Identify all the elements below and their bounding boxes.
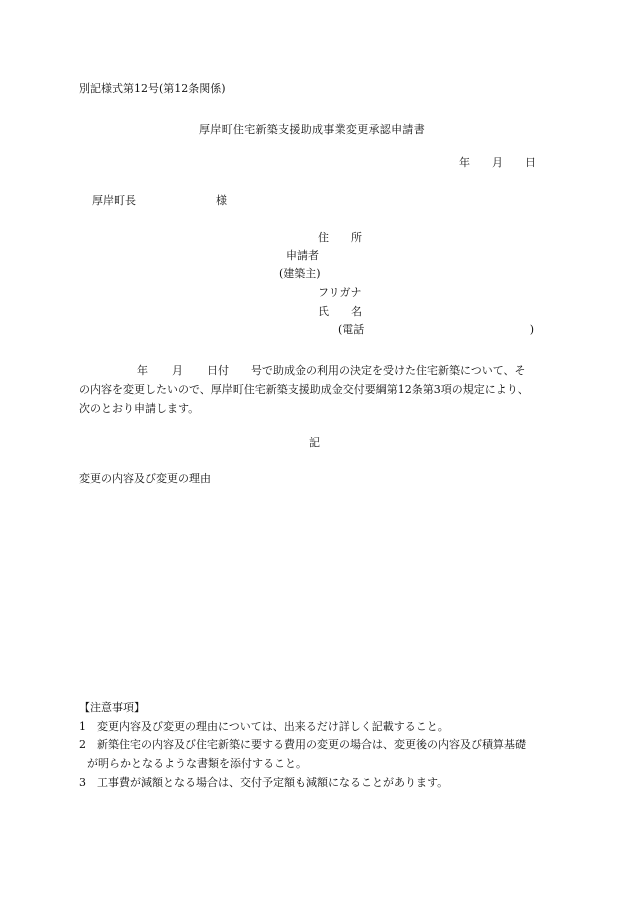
statement-day: 日付 <box>207 364 229 377</box>
name-label: 氏 名 <box>318 305 362 318</box>
addressee <box>92 195 227 206</box>
ki-heading: 記 <box>309 436 320 449</box>
statement-line-1-text: 号で助成金の利用の決定を受けた住宅新築について、そ <box>251 364 526 377</box>
date-line <box>459 157 536 168</box>
notes-item-continuation: が明らかとなるような書類を添付すること。 <box>87 757 307 771</box>
notes-section <box>79 699 526 793</box>
notes-heading: 【注意事項】 <box>79 701 145 714</box>
addressee-name: 厚岸町長 <box>92 194 136 207</box>
date-month-label: 月 <box>492 156 503 169</box>
statement-year: 年 <box>137 364 148 377</box>
applicant-label: 申請者 <box>286 249 319 262</box>
statement-month: 月 <box>172 364 183 377</box>
document-title: 厚岸町住宅新築支援助成事業変更承認申請書 <box>199 123 425 136</box>
statement-line-2: の内容を変更したいので、厚岸町住宅新築支援助成金交付要綱第12条第3項の規定により、 <box>79 383 529 396</box>
address-label: 住 所 <box>318 231 362 244</box>
notes-item: 3 工事費が減額となる場合は、交付予定額も減額になることがあります。 <box>79 775 449 789</box>
notes-item: 1 変更内容及び変更の理由については、出来るだけ詳しく記載すること。 <box>79 719 449 733</box>
phone-close-paren: ) <box>529 323 534 336</box>
furigana-label: フリガナ <box>318 286 362 299</box>
statement-line-1 <box>79 361 553 380</box>
date-year-label: 年 <box>459 156 470 169</box>
date-day-label: 日 <box>525 156 536 169</box>
form-number: 別記様式第12号(第12条関係) <box>79 82 226 95</box>
change-reason-label: 変更の内容及び変更の理由 <box>79 472 211 485</box>
application-statement <box>79 361 553 418</box>
statement-line-3: 次のとおり申請します。 <box>79 402 200 415</box>
phone-label: (電話 <box>338 323 365 336</box>
notes-item: 2 新築住宅の内容及び住宅新築に要する費用の変更の場合は、変更後の内容及び積算基礎 <box>79 738 526 752</box>
addressee-honorific: 様 <box>216 194 227 207</box>
builder-note: (建築主) <box>279 267 321 280</box>
phone-line <box>338 324 534 335</box>
